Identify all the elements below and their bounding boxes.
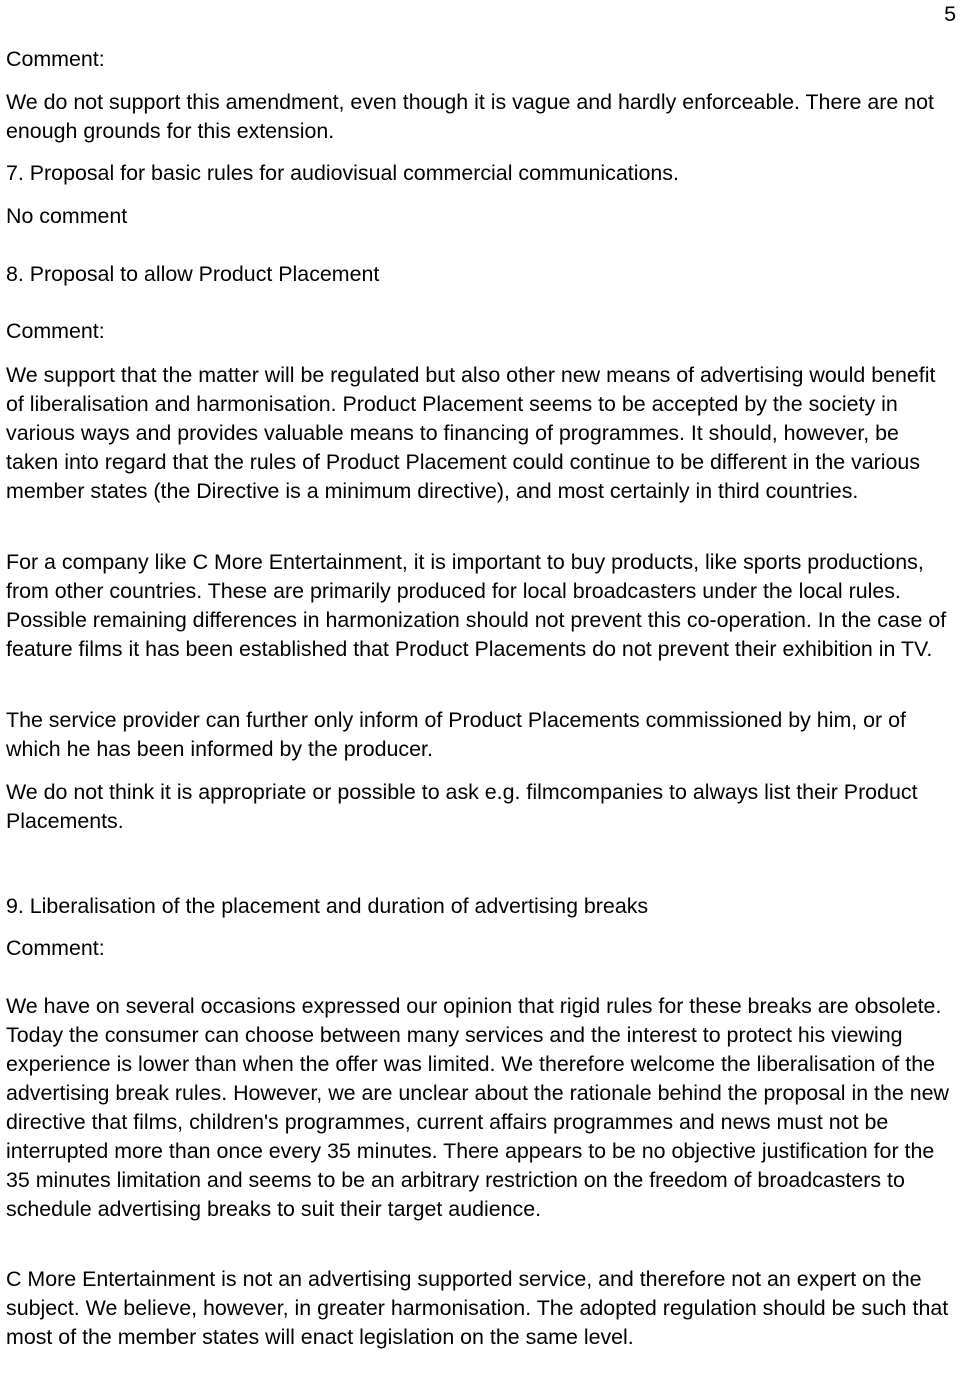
section6-comment-label: Comment:: [6, 47, 105, 71]
section8-comment-label: Comment:: [6, 319, 105, 343]
section7-heading: 7. Proposal for basic rules for audiovisual commercial communications.: [6, 161, 679, 185]
section8-paragraph-1: We support that the matter will be regulated but also other new means of advertising would benefit of liberalisation and harmonisation. Product Placement seems to be accepted by the society in various ways and provides valuable means to financing of programmes. It should, however, be taken into regard that the rules of Product Placement could continue to be different in the various member states (the Directive is a minimum directive), and most certainly in third countries.: [6, 363, 936, 503]
section8-heading: 8. Proposal to allow Product Placement: [6, 262, 380, 286]
section9-paragraph-2: C More Entertainment is not an advertising supported service, and therefore not an expert on the subject. We believe, however, in greater harmonisation. The adopted regulation should be such that most of the member states will enact legislation on the same level.: [6, 1267, 949, 1349]
section9-paragraph-1: We have on several occasions expressed our opinion that rigid rules for these breaks are obsolete. Today the consumer can choose between many services and the interest to protect his viewing experience is lower than when the offer was limited. We therefore welcome the liberalisation of the advertising break rules. However, we are unclear about the rationale behind the proposal in the new directive that films, children's programmes, current affairs programmes and news must not be interrupted more than once every 35 minutes. There appears to be no objective justification for the 35 minutes limitation and seems to be an arbitrary restriction on the freedom of broadcasters to schedule advertising breaks to suit their target audience.: [6, 994, 949, 1221]
section9-comment-label: Comment:: [6, 936, 105, 960]
section7-comment: No comment: [6, 204, 128, 228]
section8-paragraph-4: We do not think it is appropriate or possible to ask e.g. filmcompanies to always list their Product Placements.: [6, 780, 918, 833]
page-number: 5: [944, 2, 956, 26]
section9-heading: 9. Liberalisation of the placement and duration of advertising breaks: [6, 894, 649, 918]
section8-paragraph-2: For a company like C More Entertainment, it is important to buy products, like sports productions, from other countries. These are primarily produced for local broadcasters under the local rules. Possible remaining differences in harmonization should not prevent this co-operation. In the case of feature films it has been established that Product Placements do not prevent their exhibition in TV.: [6, 550, 947, 661]
section6-comment-text: We do not support this amendment, even though it is vague and hardly enforceable. There are not enough grounds for this extension.: [6, 90, 934, 143]
section8-paragraph-3: The service provider can further only inform of Product Placements commissioned by him, or of which he has been informed by the producer.: [6, 708, 906, 761]
